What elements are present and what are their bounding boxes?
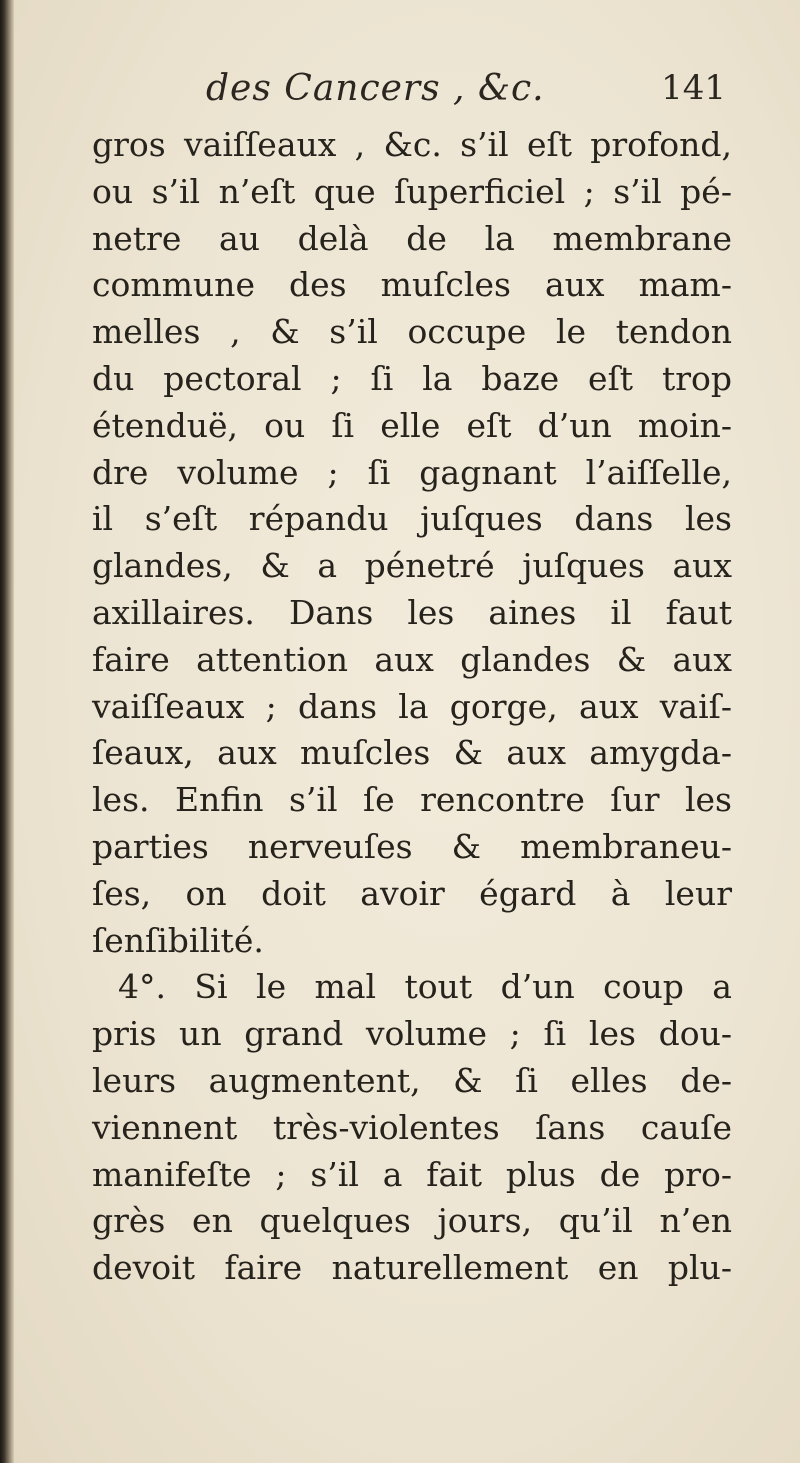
text-line: axillaires. Dans les aines il faut xyxy=(92,592,732,632)
text-line: manifeſte ; s’il a fait plus de pro- xyxy=(92,1154,732,1194)
page-number: 141 xyxy=(661,68,726,108)
text-line: glandes, & a pénetré juſques aux xyxy=(92,546,732,586)
text-line: grès en quelques jours, qu’il n’en xyxy=(92,1201,732,1241)
text-line: devoit faire naturellement en plu- xyxy=(92,1248,732,1288)
text-line: leurs augmentent, & ſi elles de- xyxy=(92,1060,732,1100)
text-line: ou s’il n’eſt que ſuperficiel ; s’il pé- xyxy=(92,171,732,211)
text-line: commune des muſcles aux mam- xyxy=(92,265,732,305)
body-text xyxy=(92,122,732,1292)
text-line: il s’eſt répandu juſques dans les xyxy=(92,499,732,539)
text-line: 4°. Si le mal tout d’un coup a xyxy=(118,967,732,1007)
text-line: gros vaiſſeaux , &c. s’il eſt profond, xyxy=(92,125,732,164)
text-line: netre au delà de la membrane xyxy=(92,218,732,258)
text-line: les. Enfin s’il ſe rencontre ſur les xyxy=(92,780,732,820)
page-header xyxy=(206,68,726,120)
book-page xyxy=(14,0,800,1463)
text-line: pris un grand volume ; ſi les dou- xyxy=(92,1014,732,1054)
text-line: étenduë, ou ſi elle eſt d’un moin- xyxy=(92,405,732,445)
text-line: parties nerveuſes & membraneu- xyxy=(92,826,732,866)
text-line: viennent très-violentes ſans cauſe xyxy=(92,1107,732,1147)
text-line: vaiſſeaux ; dans la gorge, aux vaiſ- xyxy=(92,686,732,726)
book-binding-edge xyxy=(0,0,14,1463)
text-line: faire attention aux glandes & aux xyxy=(92,639,732,679)
text-line: ſes, on doit avoir égard à leur xyxy=(92,873,732,913)
text-line: melles , & s’il occupe le tendon xyxy=(92,312,732,352)
text-line: dre volume ; ſi gagnant l’aiſſelle, xyxy=(92,452,732,492)
text-line: ſeaux, aux muſcles & aux amygda- xyxy=(92,733,732,773)
running-title: des Cancers , &c. xyxy=(206,68,545,109)
text-line: du pectoral ; ſi la baze eſt trop xyxy=(92,358,732,398)
text-line: ſenſibilité. xyxy=(92,920,264,960)
